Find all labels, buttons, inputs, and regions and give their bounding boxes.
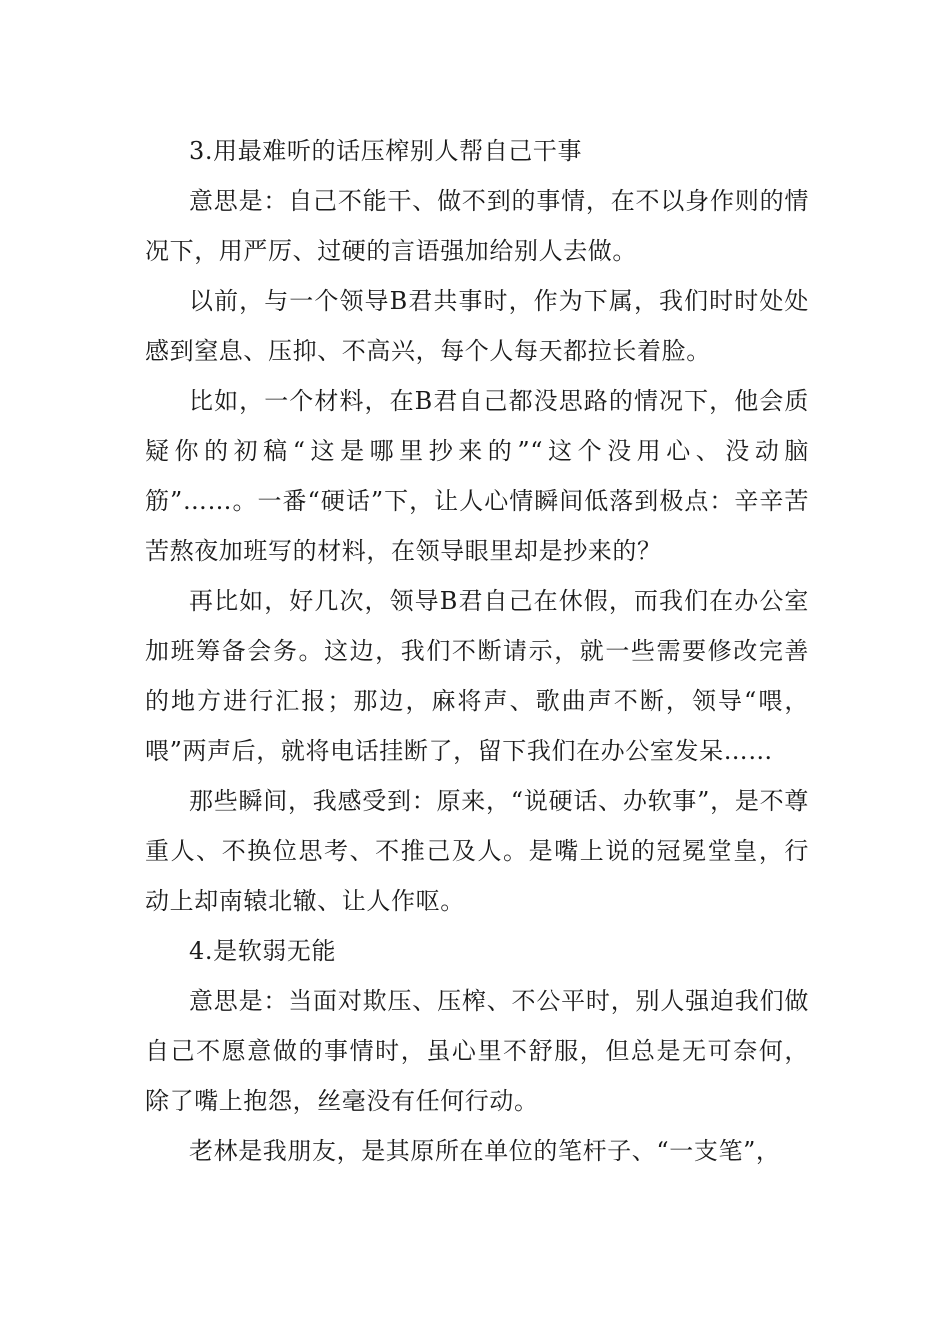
paragraph: 再比如，好几次，领导B君自己在休假，而我们在办公室加班筹备会务。这边，我们不断请示，就一些需要修改完善的地方进行汇报；那边，麻将声、歌曲声不断，领导“喂，喂”两声后，就将电话挂断了，留下我们在办公室发呆…… [145, 587, 809, 765]
section-heading-4: 4.是软弱无能 [189, 937, 337, 965]
paragraph: 比如，一个材料，在B君自己都没思路的情况下，他会质疑你的初稿“这是哪里抄来的”“这个没用心、没动脑筋”……。一番“硬话”下，让人心情瞬间低落到极点：辛辛苦苦熬夜加班写的材料，在领导眼里却是抄来的？ [145, 387, 809, 565]
document-body [145, 126, 809, 1176]
section-heading-3: 3.用最难听的话压榨别人帮自己干事 [189, 137, 583, 165]
paragraph: 意思是：自己不能干、做不到的事情，在不以身作则的情况下，用严厉、过硬的言语强加给别人去做。 [145, 187, 809, 265]
paragraph: 老林是我朋友，是其原所在单位的笔杆子、“一支笔”， [189, 1137, 781, 1165]
paragraph: 以前，与一个领导B君共事时，作为下属，我们时时处处感到窒息、压抑、不高兴，每个人每天都拉长着脸。 [145, 287, 809, 365]
paragraph: 意思是：当面对欺压、压榨、不公平时，别人强迫我们做自己不愿意做的事情时，虽心里不舒服，但总是无可奈何，除了嘴上抱怨，丝毫没有任何行动。 [145, 987, 809, 1115]
paragraph: 那些瞬间，我感受到：原来，“说硬话、办软事”，是不尊重人、不换位思考、不推己及人。是嘴上说的冠冕堂皇，行动上却南辕北辙、让人作呕。 [145, 787, 809, 915]
